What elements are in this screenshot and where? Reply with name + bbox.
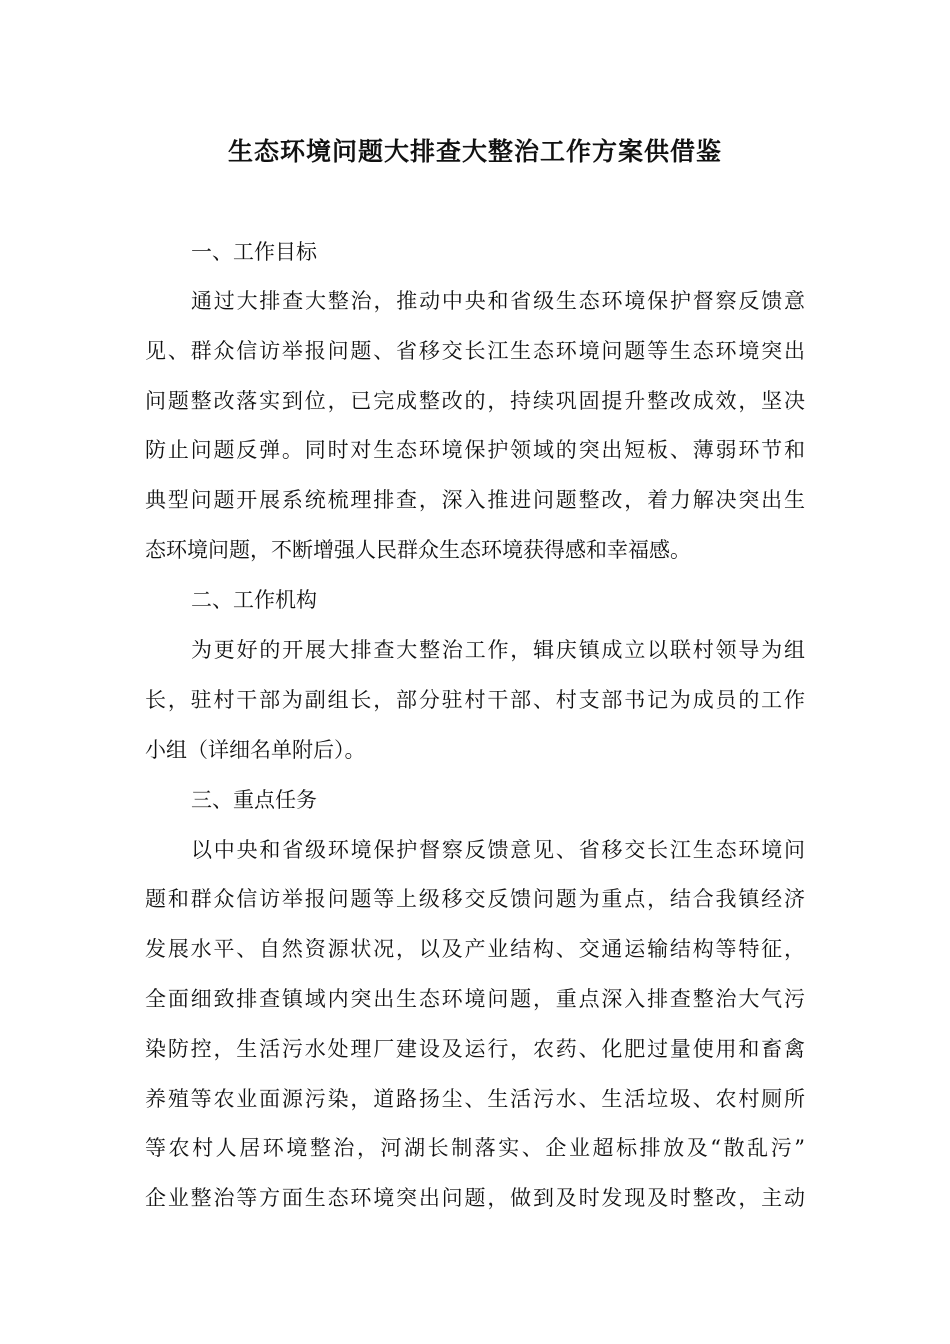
paragraph-line: 养殖等农业面源污染，道路扬尘、生活污水、生活垃圾、农村厕所 <box>145 1087 805 1111</box>
section-heading-goals: 一、工作目标 <box>191 240 317 264</box>
document-title: 生态环境问题大排查大整治工作方案供借鉴 <box>227 137 722 166</box>
paragraph-line: 典型问题开展系统梳理排查，深入推进问题整改，着力解决突出生 <box>145 488 805 512</box>
paragraph-line: 长，驻村干部为副组长，部分驻村干部、村支部书记为成员的工作 <box>145 688 805 712</box>
paragraph-line: 题和群众信访举报问题等上级移交反馈问题为重点，结合我镇经济 <box>145 887 805 911</box>
paragraph-line: 染防控，生活污水处理厂建设及运行，农药、化肥过量使用和畜禽 <box>145 1037 805 1061</box>
paragraph-line: 企业整治等方面生态环境突出问题，做到及时发现及时整改，主动 <box>145 1186 805 1210</box>
paragraph-line: 态环境问题，不断增强人民群众生态环境获得感和幸福感。 <box>145 538 691 562</box>
section-heading-tasks: 三、重点任务 <box>191 788 317 812</box>
paragraph-line: 等农村人居环境整治，河湖长制落实、企业超标排放及“散乱污” <box>145 1136 805 1160</box>
section-heading-organization: 二、工作机构 <box>191 588 317 612</box>
paragraph-line: 为更好的开展大排查大整治工作，辑庆镇成立以联村领导为组 <box>191 638 805 662</box>
paragraph-line: 全面细致排查镇域内突出生态环境问题，重点深入排查整治大气污 <box>145 987 805 1011</box>
paragraph-line: 防止问题反弹。同时对生态环境保护领域的突出短板、薄弱环节和 <box>145 438 805 462</box>
paragraph-line: 小组（详细名单附后）。 <box>145 738 366 762</box>
paragraph-line: 以中央和省级环境保护督察反馈意见、省移交长江生态环境问 <box>191 838 805 862</box>
paragraph-line: 问题整改落实到位，已完成整改的，持续巩固提升整改成效，坚决 <box>145 389 805 413</box>
paragraph-line: 通过大排查大整治，推动中央和省级生态环境保护督察反馈意 <box>191 289 805 313</box>
paragraph-line: 见、群众信访举报问题、省移交长江生态环境问题等生态环境突出 <box>145 339 805 363</box>
paragraph-line: 发展水平、自然资源状况，以及产业结构、交通运输结构等特征， <box>145 937 805 961</box>
